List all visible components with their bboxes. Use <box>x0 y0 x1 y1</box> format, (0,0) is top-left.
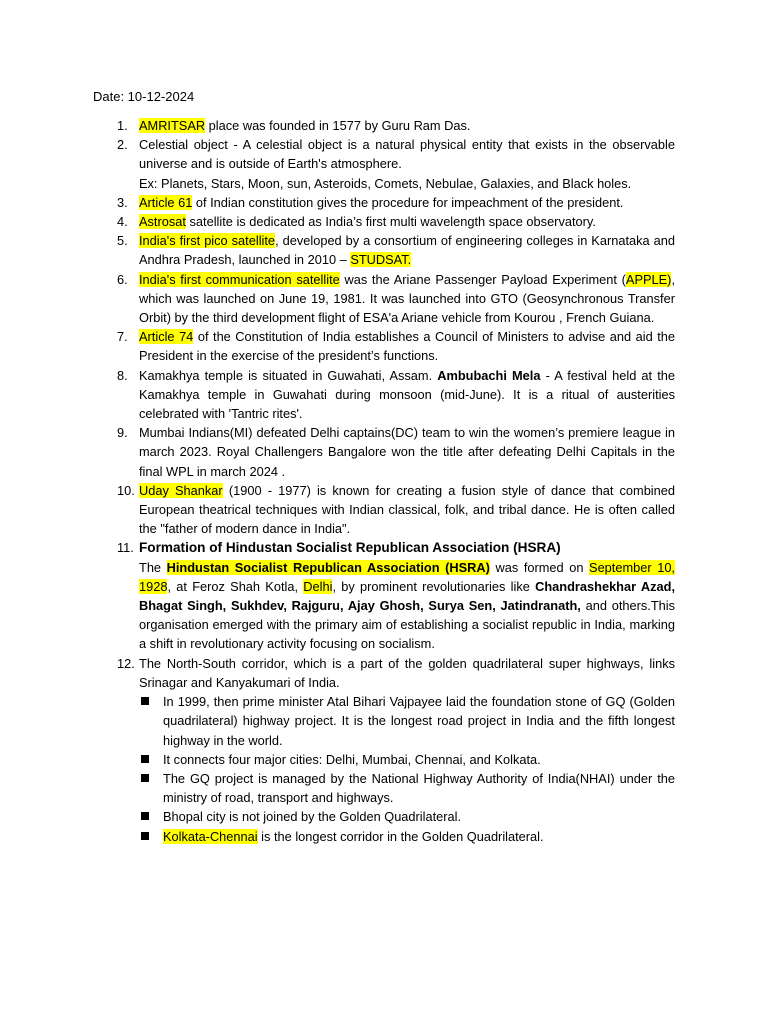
item-number: 10. <box>117 482 135 498</box>
list-item <box>93 135 675 193</box>
text-run: - A festival held at the Kamakhya temple in Guwahati during monsoon (mid-June). It is a ritual of austerities celebrated with 'Tantric rites'. <box>139 367 676 422</box>
item-text <box>139 214 596 229</box>
item-number: 3. <box>117 194 128 210</box>
square-bullet-icon <box>141 812 149 820</box>
bullet-item <box>139 807 675 826</box>
text-run: Celestial object - A celestial object is a natural physical entity that exists in the observable universe and is outside of Earth's atmosphere. <box>139 137 675 172</box>
item-number: 9. <box>117 425 128 441</box>
item-example-line: Ex: Planets, Stars, Moon, sun, Asteroids, Comets, Nebulae, Galaxies, and Black holes. <box>139 175 632 191</box>
item-number: 8. <box>117 367 128 383</box>
text-run: place was founded in 1577 by Guru Ram Das. <box>205 118 471 133</box>
list-item <box>93 481 675 539</box>
highlighted-text: India's first communication satellite <box>139 271 340 287</box>
numbered-list <box>93 116 675 846</box>
item-number: 2. <box>117 137 128 153</box>
text-run: The GQ project is managed by the National Highway Authority of India(NHAI) under the ministry of road, transport and highways. <box>163 770 675 806</box>
item-text <box>139 195 623 210</box>
text-run: of the Constitution of India establishes a Council of Ministers to advise and aid the President in the exercise of the president’s functions. <box>139 329 676 364</box>
highlighted-text: Kolkata-Chennai <box>163 828 258 844</box>
item-number: 12. <box>117 655 135 671</box>
highlighted-text: STUDSAT. <box>350 252 412 268</box>
item-text <box>139 483 675 536</box>
square-bullet-icon <box>141 755 149 763</box>
item-text <box>139 560 675 652</box>
text-run: (1900 - 1977) is known for creating a fusion style of dance that combined European theatrical techniques with Indian classical, folk, and tribal dance. He is often called the "father of modern dance in India". <box>139 482 676 537</box>
bullet-item <box>139 769 675 807</box>
highlighted-text: APPLE) <box>625 271 672 287</box>
item-text <box>139 329 675 363</box>
highlighted-text: Astrosat <box>139 214 186 230</box>
square-bullet-icon <box>141 774 149 782</box>
text-run: was formed on <box>489 559 590 575</box>
date-line: Date: 10-12-2024 <box>93 89 195 104</box>
text-run: , at Feroz Shah Kotla, <box>167 578 304 594</box>
highlighted-text: Hindustan Socialist Republican Association (HSRA) <box>166 559 490 575</box>
item-text <box>139 137 675 171</box>
item-text <box>139 272 675 325</box>
item-number: 6. <box>117 271 128 287</box>
highlighted-text: Uday Shankar <box>139 482 223 498</box>
item-heading: Formation of Hindustan Socialist Republican Association (HSRA) <box>139 540 561 556</box>
list-item <box>93 327 675 365</box>
list-item <box>93 654 675 846</box>
text-run: In 1999, then prime minister Atal Bihari Vajpayee laid the foundation stone of GQ (Golden quadrilateral) highway project. It is the longest road project in India and the fifth longest highway in the world. <box>163 694 675 748</box>
bullet-item <box>139 750 675 769</box>
text-run: , which was launched on June 19, 1981. It was launched into GTO (Geosynchronous Transfer Orbit) by the third development flight of ESA'a Ariane vehicle from Kourou , French Guiana. <box>139 271 675 326</box>
text-run: is the longest corridor in the Golden Quadrilateral. <box>257 828 544 844</box>
text-run: was the Ariane Passenger Payload Experiment ( <box>339 271 626 287</box>
bullet-list <box>139 692 675 846</box>
highlighted-text: September 10, 1928 <box>139 559 675 594</box>
list-item <box>93 212 675 231</box>
text-run: The <box>139 559 167 575</box>
square-bullet-icon <box>141 832 149 840</box>
bold-text: Ambubachi Mela <box>437 367 541 383</box>
text-run: The North-South corridor, which is a part of the golden quadrilateral super highways, links Srinagar and Kanyakumari of India. <box>139 655 675 690</box>
highlighted-text: Article 74 <box>139 329 194 345</box>
highlighted-text: Article 61 <box>139 194 193 210</box>
text-run: and others.This organisation emerged with the primary aim of establishing a socialist republic in India, marking a shift in revolutionary activity focusing on socialism. <box>139 598 675 652</box>
bullet-item <box>139 692 675 750</box>
highlighted-text: India's first pico satellite <box>139 233 276 249</box>
item-text <box>139 118 470 133</box>
text-run: Mumbai Indians(MI) defeated Delhi captains(DC) team to win the women’s premiere league in march 2023. Royal Challengers Bangalore won the title after defeating Delhi Capitals in the final WPL in march 2024 . <box>139 425 675 479</box>
item-number: 1. <box>117 118 128 133</box>
item-text <box>139 656 675 690</box>
list-item <box>93 270 675 328</box>
text-run: satellite is dedicated as India’s first multi wavelength space observatory. <box>185 214 596 230</box>
highlighted-text: Delhi <box>303 578 333 594</box>
list-item <box>93 116 675 135</box>
text-run: Bhopal city is not joined by the Golden Quadrilateral. <box>163 809 462 825</box>
square-bullet-icon <box>141 697 149 705</box>
bullet-item <box>139 827 675 846</box>
item-number: 11. <box>117 540 134 556</box>
item-number: 7. <box>117 329 128 345</box>
list-item <box>93 231 675 269</box>
text-run: Kamakhya temple is situated in Guwahati, Assam. <box>139 367 438 383</box>
text-run: , by prominent revolutionaries like <box>332 578 536 594</box>
text-run: of Indian constitution gives the procedure for impeachment of the president. <box>192 194 624 210</box>
list-item <box>93 423 675 481</box>
list-item <box>93 538 675 653</box>
text-run: It connects four major cities: Delhi, Mumbai, Chennai, and Kolkata. <box>163 751 541 767</box>
text-run: , developed by a consortium of engineering colleges in Karnataka and Andhra Pradesh, launched in 2010 – <box>139 233 675 268</box>
item-text <box>139 368 675 421</box>
list-item <box>93 193 675 212</box>
highlighted-text: AMRITSAR <box>139 118 206 133</box>
item-text <box>139 425 675 478</box>
item-text <box>139 233 675 267</box>
item-number: 4. <box>117 214 128 230</box>
list-item <box>93 366 675 424</box>
bold-text: Chandrashekhar Azad, Bhagat Singh, Sukhdev, Rajguru, Ajay Ghosh, Surya Sen, Jatindranath, <box>139 578 676 614</box>
item-number: 5. <box>117 233 128 249</box>
